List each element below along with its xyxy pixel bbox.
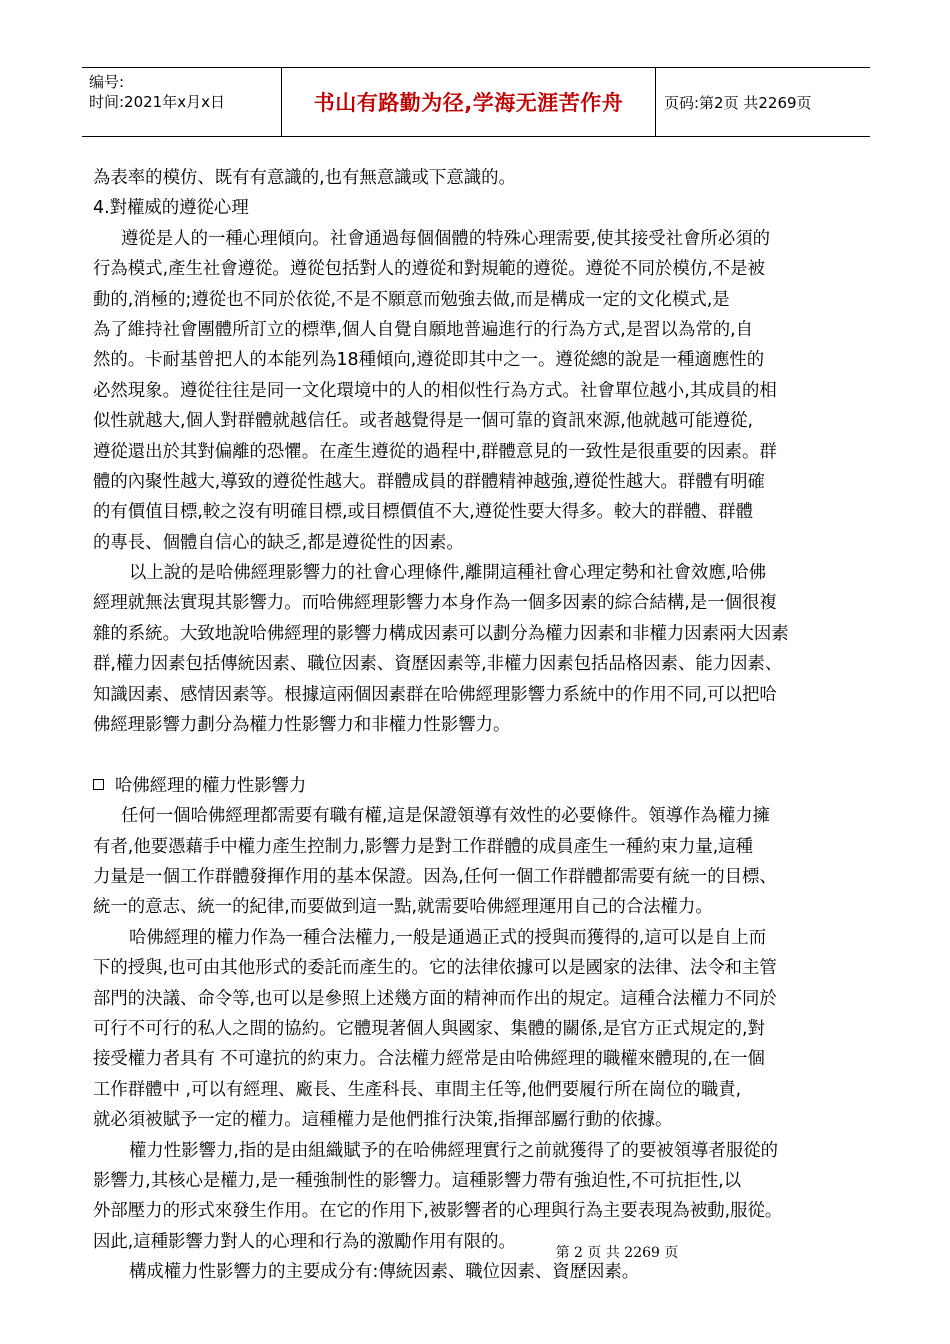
text-line: 動的,消極的;遵從也不同於依從,不是不願意而勉強去做,而是構成一定的文化模式,是	[93, 289, 730, 310]
text-line: 外部壓力的形式來發生作用。在它的作用下,被影響者的心理與行為主要表現為被動,服從。	[93, 1201, 783, 1222]
section-paragraphs	[93, 801, 883, 1287]
section-heading	[93, 771, 883, 801]
text-line: 力量是一個工作群體發揮作用的基本保證。因為,任何一個工作群體都需要有統一的目標、	[93, 866, 777, 887]
text-line: 下的授與,也可由其他形式的委託而產生的。它的法律依據可以是國家的法律、法令和主管	[93, 958, 777, 979]
text-line: 遵從是人的一種心理傾向。社會通過每個個體的特殊心理需要,使其接受社會所必須的	[121, 228, 770, 249]
text-line: 以上說的是哈佛經理影響力的社會心理條件,離開這種社會心理定勢和社會效應,哈佛	[129, 563, 767, 584]
text-line: 必然現象。遵從往往是同一文化環境中的人的相似性行為方式。社會單位越小,其成員的相	[93, 380, 777, 401]
paragraph-spacer	[93, 740, 883, 770]
text-line: 可行不可行的私人之間的協約。它體現著個人與國家、集體的關係,是官方正式規定的,對	[93, 1018, 765, 1039]
header-motto: 书山有路勤为径,学海无涯苦作舟	[282, 68, 656, 136]
text-line: 部門的決議、命令等,也可以是參照上述幾方面的精神而作出的規定。這種合法權力不同於	[93, 988, 777, 1009]
text-line: 遵從還出於其對偏離的恐懼。在產生遵從的過程中,群體意見的一致性是很重要的因素。群	[93, 441, 777, 462]
text-line: 群,權力因素包括傳統因素、職位因素、資歷因素等,非權力因素包括品格因素、能力因素、	[93, 654, 783, 675]
text-line: 有者,他要憑藉手中權力產生控制力,影響力是對工作群體的成員產生一種約束力量,這種	[93, 836, 754, 857]
header-page-info: 页码:第2页 共2269页	[664, 93, 812, 112]
header-meta	[82, 68, 282, 136]
text-line: 權力性影響力,指的是由組織賦予的在哈佛經理實行之前就獲得了的要被領導者服從的	[129, 1140, 778, 1161]
text-line: 工作群體中 ,可以有經理、廠長、生產科長、車間主任等,他們要履行所在崗位的職責,	[93, 1079, 742, 1100]
document-time-label: 时间:2021年x月x日	[89, 93, 225, 111]
text-line: 似性就越大,個人對群體就越信任。或者越覺得是一個可靠的資訊來源,他就越可能遵從,	[93, 411, 754, 432]
text-line: 哈佛經理的權力作為一種合法權力,一般是通過正式的授與而獲得的,這可以是自上而	[129, 927, 767, 948]
text-line: 構成權力性影響力的主要成分有:傳統因素、職位因素、資歷因素。	[129, 1262, 640, 1283]
checkbox-icon	[93, 779, 104, 790]
header-table	[82, 67, 870, 137]
text-line: 然的。卡耐基曾把人的本能列為18種傾向,遵從即其中之一。遵從總的說是一種適應性的	[93, 350, 765, 371]
text-line: 4.對權威的遵從心理	[93, 198, 249, 219]
section-heading-text: 哈佛經理的權力性影響力	[115, 775, 307, 796]
body-paragraphs	[93, 163, 883, 740]
text-line: 任何一個哈佛經理都需要有職有權,這是保證領導有效性的必要條件。領導作為權力擁	[121, 806, 770, 827]
text-line: 行為模式,產生社會遵從。遵從包括對人的遵從和對規範的遵從。遵從不同於模仿,不是被	[93, 259, 765, 280]
document-body	[93, 163, 883, 1287]
text-line: 為了維持社會團體所訂立的標準,個人自覺自願地普遍進行的行為方式,是習以為常的,自	[93, 319, 754, 340]
text-line: 的專長、個體自信心的缺乏,都是遵從性的因素。	[93, 532, 464, 553]
text-line: 經理就無法實現其影響力。而哈佛經理影響力本身作為一個多因素的綜合結構,是一個很複	[93, 593, 777, 614]
document-number-label: 编号:	[89, 73, 125, 91]
text-line: 統一的意志、統一的紀律,而要做到這一點,就需要哈佛經理運用自己的合法權力。	[93, 897, 713, 918]
page-footer: 第 2 页 共 2269 页	[555, 1245, 679, 1261]
text-line: 就必須被賦予一定的權力。這種權力是他們推行決策,指揮部屬行動的依據。	[93, 1110, 673, 1131]
text-line: 知識因素、感情因素等。根據這兩個因素群在哈佛經理影響力系統中的作用不同,可以把哈	[93, 684, 777, 705]
text-line: 佛經理影響力劃分為權力性影響力和非權力性影響力。	[93, 715, 511, 736]
text-line: 接受權力者具有 不可違抗的約束力。合法權力經常是由哈佛經理的職權來體現的,在一個	[93, 1049, 765, 1070]
text-line: 的有價值目標,較之沒有明確目標,或目標價值不大,遵從性要大得多。較大的群體、群體	[93, 502, 754, 523]
text-line: 影響力,其核心是權力,是一種強制性的影響力。這種影響力帶有強迫性,不可抗拒性,以	[93, 1170, 742, 1191]
text-line: 體的內聚性越大,導致的遵從性越大。群體成員的群體精神越強,遵從性越大。群體有明確	[93, 471, 765, 492]
text-line: 因此,這種影響力對人的心理和行為的激勵作用有限的。	[93, 1231, 516, 1252]
text-line: 雜的系統。大致地說哈佛經理的影響力構成因素可以劃分為權力因素和非權力因素兩大因素	[93, 623, 789, 644]
text-line: 為表率的模仿、既有有意識的,也有無意識或下意識的。	[93, 168, 516, 188]
